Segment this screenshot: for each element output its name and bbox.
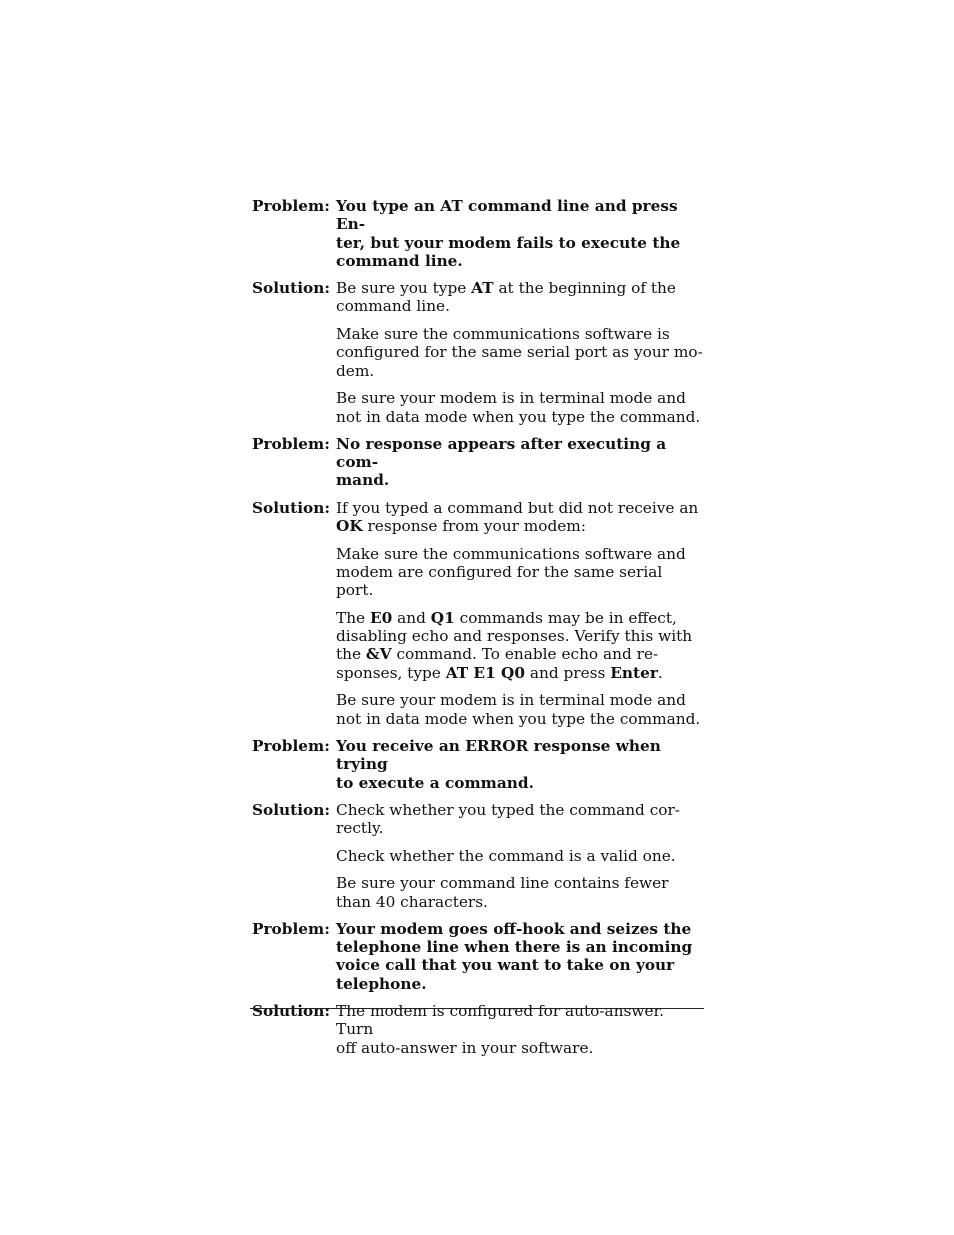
solution-row: [252, 1002, 704, 1057]
problem-row: [252, 435, 704, 490]
solution-label: Solution:: [252, 1002, 331, 1021]
solution-paragraph: [336, 874, 704, 911]
solution-paragraph: [336, 847, 704, 865]
solution-line: dem.: [336, 361, 375, 380]
problem-label: Problem:: [252, 434, 330, 453]
solution-row: [252, 499, 704, 728]
solution-line: Make sure the communications software and: [336, 544, 686, 563]
problem-line: voice call that you want to take on your: [336, 956, 675, 975]
solution-line: configured for the same serial port as your mo-: [336, 343, 703, 362]
solution-line: Make sure the communications software is: [336, 325, 670, 344]
solution-line: disabling echo and responses. Verify this with: [336, 627, 693, 646]
problem-line: command line.: [336, 251, 463, 270]
problem-line: You receive an ERROR response when trying: [336, 736, 661, 774]
problem-text: [336, 920, 704, 993]
solution-line: sponses, type AT E1 Q0 and press Enter.: [336, 663, 663, 682]
solution-row: [252, 279, 704, 426]
problem-label: Problem:: [252, 919, 330, 938]
problem-text: [336, 197, 704, 270]
command-keyword: OK: [336, 517, 363, 536]
problem-row: [252, 920, 704, 993]
problem-line: Your modem goes off-hook and seizes the: [336, 919, 692, 938]
solution-line: Be sure your modem is in terminal mode and: [336, 691, 686, 710]
solution-label: Solution:: [252, 279, 331, 298]
problem-line: No response appears after executing a com-: [336, 434, 667, 472]
problem-label: Problem:: [252, 736, 330, 755]
solution-line: command line.: [336, 297, 450, 316]
solution-paragraph: [336, 801, 704, 838]
solution-line: than 40 characters.: [336, 892, 488, 911]
solution-line: Check whether you typed the command cor-: [336, 800, 680, 819]
solution-label: Solution:: [252, 498, 331, 517]
solution-line: Be sure you type AT at the beginning of the: [336, 279, 676, 298]
problem-label: Problem:: [252, 197, 330, 215]
solution-line: OK response from your modem:: [336, 517, 586, 536]
problem-line: to execute a command.: [336, 773, 534, 792]
solution-line: rectly.: [336, 819, 384, 838]
problem-line: telephone.: [336, 974, 427, 993]
solution-text: [336, 801, 704, 911]
problem-line: You type an AT command line and press En-: [336, 197, 678, 234]
troubleshooting-list: [252, 197, 704, 1057]
solution-paragraph: [336, 279, 704, 316]
solution-line: The E0 and Q1 commands may be in effect,: [336, 608, 677, 627]
solution-text: [336, 499, 704, 728]
footer-rule: [250, 1008, 704, 1009]
command-keyword: Enter: [610, 663, 658, 682]
solution-line: off auto-answer in your software.: [336, 1038, 594, 1057]
problem-line: mand.: [336, 471, 390, 490]
problem-line: telephone line when there is an incoming: [336, 938, 693, 957]
command-keyword: Q1: [430, 608, 455, 627]
problem-row: [252, 197, 704, 270]
problem-line: ter, but your modem fails to execute the: [336, 233, 681, 252]
solution-row: [252, 801, 704, 911]
problem-row: [252, 737, 704, 792]
solution-line: not in data mode when you type the command.: [336, 407, 701, 426]
solution-paragraph: [336, 325, 704, 380]
solution-paragraph: [336, 545, 704, 600]
solution-line: modem are configured for the same serial port.: [336, 562, 663, 600]
solution-line: Be sure your command line contains fewer: [336, 874, 669, 893]
problem-text: [336, 737, 704, 792]
command-keyword: AT E1 Q0: [445, 663, 526, 682]
solution-paragraph: [336, 609, 704, 682]
command-keyword: AT: [471, 279, 494, 298]
solution-line: the &V command. To enable echo and re-: [336, 645, 659, 664]
solution-paragraph: [336, 1002, 704, 1057]
problem-text: [336, 435, 704, 490]
solution-text: [336, 1002, 704, 1057]
solution-line: Be sure your modem is in terminal mode and: [336, 389, 686, 408]
solution-label: Solution:: [252, 800, 331, 819]
solution-line: Check whether the command is a valid one.: [336, 846, 676, 865]
solution-paragraph: [336, 499, 704, 536]
solution-text: [336, 279, 704, 426]
solution-line: not in data mode when you type the command.: [336, 709, 701, 728]
command-keyword: E0: [369, 608, 393, 627]
solution-line: If you typed a command but did not receive an: [336, 498, 699, 517]
solution-paragraph: [336, 691, 704, 728]
command-keyword: &V: [365, 645, 392, 664]
solution-line: The modem is configured for auto-answer. Turn: [336, 1002, 665, 1039]
solution-paragraph: [336, 389, 704, 426]
